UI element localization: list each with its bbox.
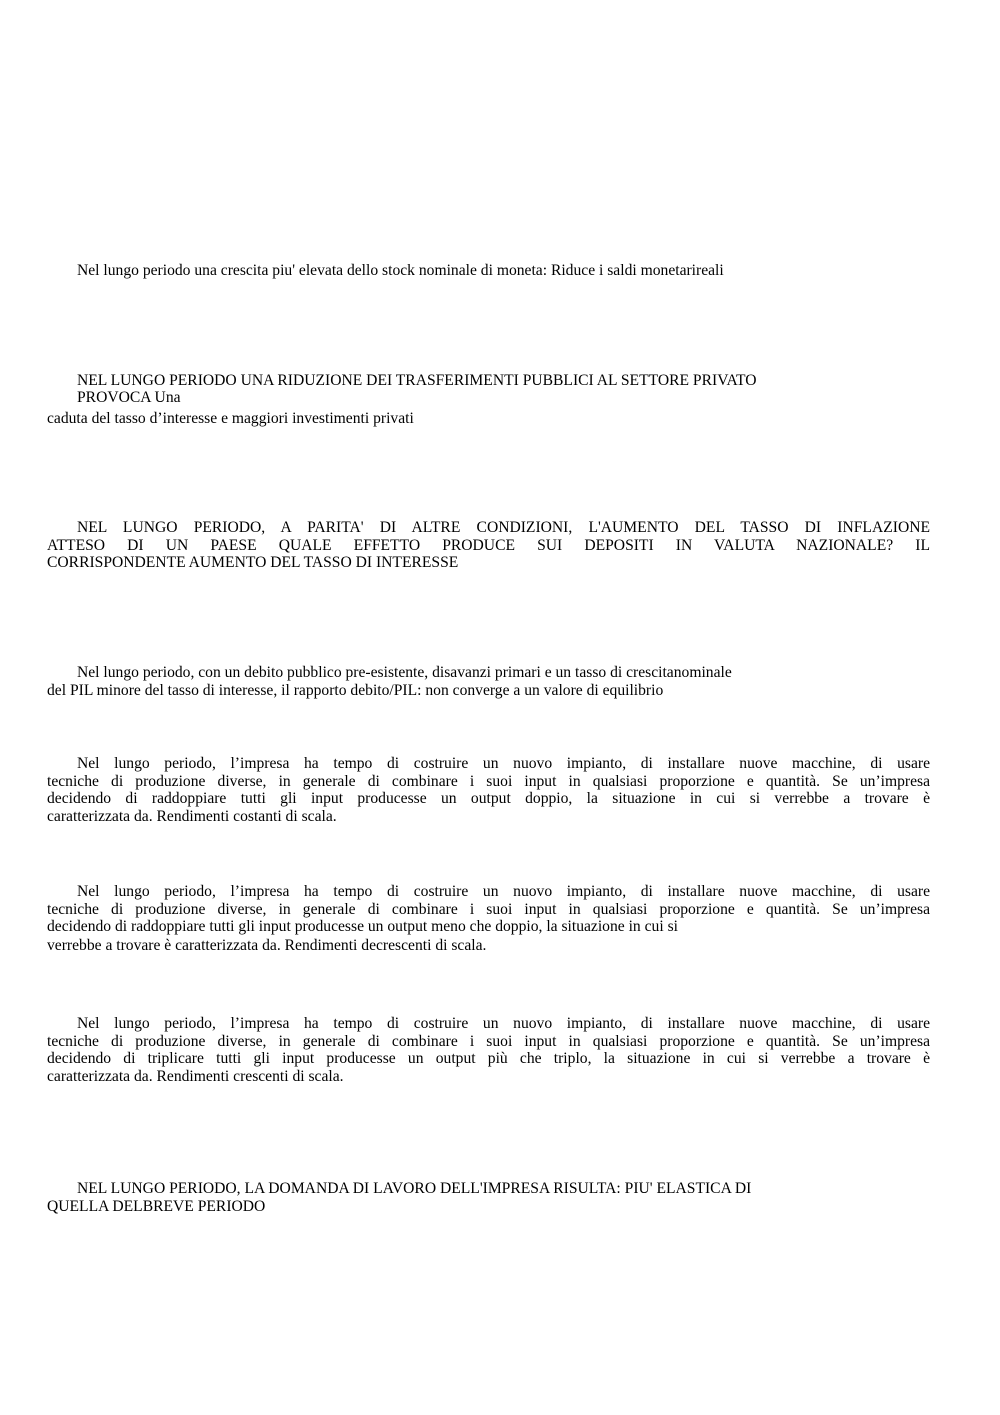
text-line: Nel lungo periodo, l’impresa ha tempo di costruire un nuovo impianto, di installare nuove macchine, di usare [77, 883, 930, 900]
qa-entry [47, 883, 930, 954]
text-line: decidendo di raddoppiare tutti gli input producesse un output doppio, la situazione in cui si verrebbe a trovare è [47, 790, 930, 807]
text-line: caratterizzata da. Rendimenti costanti di scala. [47, 807, 337, 825]
qa-entry [47, 1180, 930, 1215]
text-line: verrebbe a trovare è caratterizzata da. Rendimenti decrescenti di scala. [47, 936, 487, 954]
text-line: PROVOCA Una [77, 389, 181, 406]
text-line: tecniche di produzione diverse, in generale di combinare i suoi input in qualsiasi proporzione e quantità. Se un’impresa [47, 1032, 930, 1050]
text-line: caduta del tasso d’interesse e maggiori investimenti privati [47, 409, 414, 427]
qa-entry [47, 755, 930, 825]
text-line: caratterizzata da. Rendimenti crescenti di scala. [47, 1067, 344, 1085]
qa-entry [47, 1015, 930, 1085]
text-line: del PIL minore del tasso di interesse, il rapporto debito/PIL: non converge a un valore di equilibrio [47, 681, 664, 699]
text-line: Nel lungo periodo una crescita piu' elevata dello stock nominale di moneta: Riduce i saldi monetarireali [77, 262, 724, 279]
text-line: QUELLA DELBREVE PERIODO [47, 1197, 266, 1215]
text-line: ATTESO DI UN PAESE QUALE EFFETTO PRODUCE SUI DEPOSITI IN VALUTA NAZIONALE? IL [47, 536, 930, 554]
text-line: Nel lungo periodo, con un debito pubblico pre-esistente, disavanzi primari e un tasso di crescitanominale [77, 664, 732, 681]
qa-entry [47, 262, 930, 280]
text-line: NEL LUNGO PERIODO, LA DOMANDA DI LAVORO DELL'IMPRESA RISULTA: PIU' ELASTICA DI [77, 1180, 752, 1197]
text-line: NEL LUNGO PERIODO, A PARITA' DI ALTRE CONDIZIONI, L'AUMENTO DEL TASSO DI INFLAZIONE [77, 519, 930, 536]
text-line: tecniche di produzione diverse, in generale di combinare i suoi input in qualsiasi proporzione e quantità. Se un’impresa [47, 900, 930, 918]
text-line: decidendo di raddoppiare tutti gli input producesse un output meno che doppio, la situazione in cui si [47, 918, 678, 935]
text-line: NEL LUNGO PERIODO UNA RIDUZIONE DEI TRASFERIMENTI PUBBLICI AL SETTORE PRIVATO [77, 372, 757, 389]
qa-entry [47, 519, 930, 572]
text-line: decidendo di triplicare tutti gli input producesse un output più che triplo, la situazione in cui si verrebbe a trovare è [47, 1050, 930, 1067]
text-line: Nel lungo periodo, l’impresa ha tempo di costruire un nuovo impianto, di installare nuove macchine, di usare [77, 755, 930, 772]
text-line: tecniche di produzione diverse, in generale di combinare i suoi input in qualsiasi proporzione e quantità. Se un’impresa [47, 772, 930, 790]
text-line: CORRISPONDENTE AUMENTO DEL TASSO DI INTERESSE [47, 554, 459, 571]
qa-entry [47, 664, 930, 699]
text-line: Nel lungo periodo, l’impresa ha tempo di costruire un nuovo impianto, di installare nuove macchine, di usare [77, 1015, 930, 1032]
qa-entry [47, 372, 930, 427]
